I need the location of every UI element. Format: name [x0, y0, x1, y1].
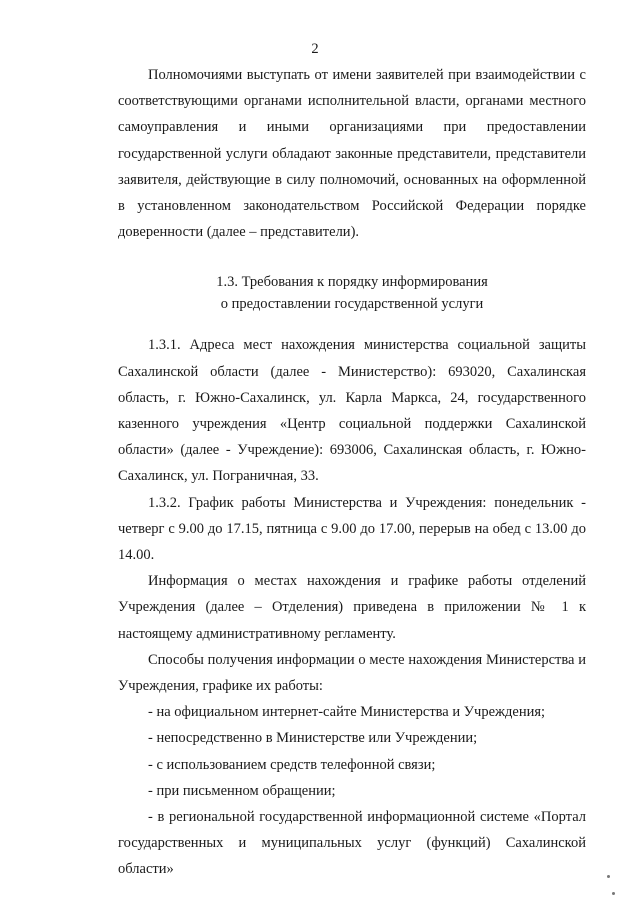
- paragraph-addresses: 1.3.1. Адреса мест нахождения министерства социальной защиты Сахалинской области (далее - Министерство): 693020, Сахалинская область, г. Южно-Сахалинск, ул. Карла Маркса, 24, государственного казенного учреждения «Центр социальной поддержки Сахалинской области» (далее - Учреждение): 693006, Сахалинская область, г. Южно-Сахалинск, ул. Пограничная, 33.: [118, 337, 586, 485]
- list-item: - на официальном интернет-сайте Министерства и Учреждения;: [148, 704, 546, 721]
- document-body: [118, 62, 586, 883]
- list-item: - с использованием средств телефонной связи;: [148, 756, 436, 773]
- page-number: 2: [311, 41, 319, 57]
- section-heading: [118, 271, 586, 315]
- list-item: - непосредственно в Министерстве или Учреждении;: [148, 730, 478, 747]
- paragraph-representatives: Полномочиями выступать от имени заявителей при взаимодействии с соответствующими органами исполнительной власти, органами местного самоуправления и иными организациями при предоставлении государственной услуги обладают законные представители, представители заявителя, действующие в силу полномочий, основанных на оформленной в установленном законодательством Российской Федерации порядке доверенности (далее – представители).: [118, 67, 586, 241]
- paragraph-info-methods: Способы получения информации о месте нахождения Министерства и Учреждения, графике их работы:: [118, 651, 586, 695]
- section-heading-line-1: 1.3. Требования к порядку информирования: [216, 274, 488, 291]
- scan-speck: [612, 892, 615, 895]
- list-item: - при письменном обращении;: [148, 782, 336, 799]
- paragraph-schedule: 1.3.2. График работы Министерства и Учреждения: понедельник - четверг с 9.00 до 17.15, пятница с 9.00 до 17.00, перерыв на обед с 13.00 до 14.00.: [118, 494, 586, 564]
- section-heading-line-2: о предоставлении государственной услуги: [220, 296, 484, 313]
- scan-speck: [607, 875, 610, 878]
- list-item: - в региональной государственной информационной системе «Портал государственных и муниципальных услуг (функций) Сахалинской области»: [118, 809, 586, 878]
- paragraph-branches-info: Информация о местах нахождения и графике работы отделений Учреждения (далее – Отделения) приведена в приложении № 1 к настоящему административному регламенту.: [118, 573, 586, 642]
